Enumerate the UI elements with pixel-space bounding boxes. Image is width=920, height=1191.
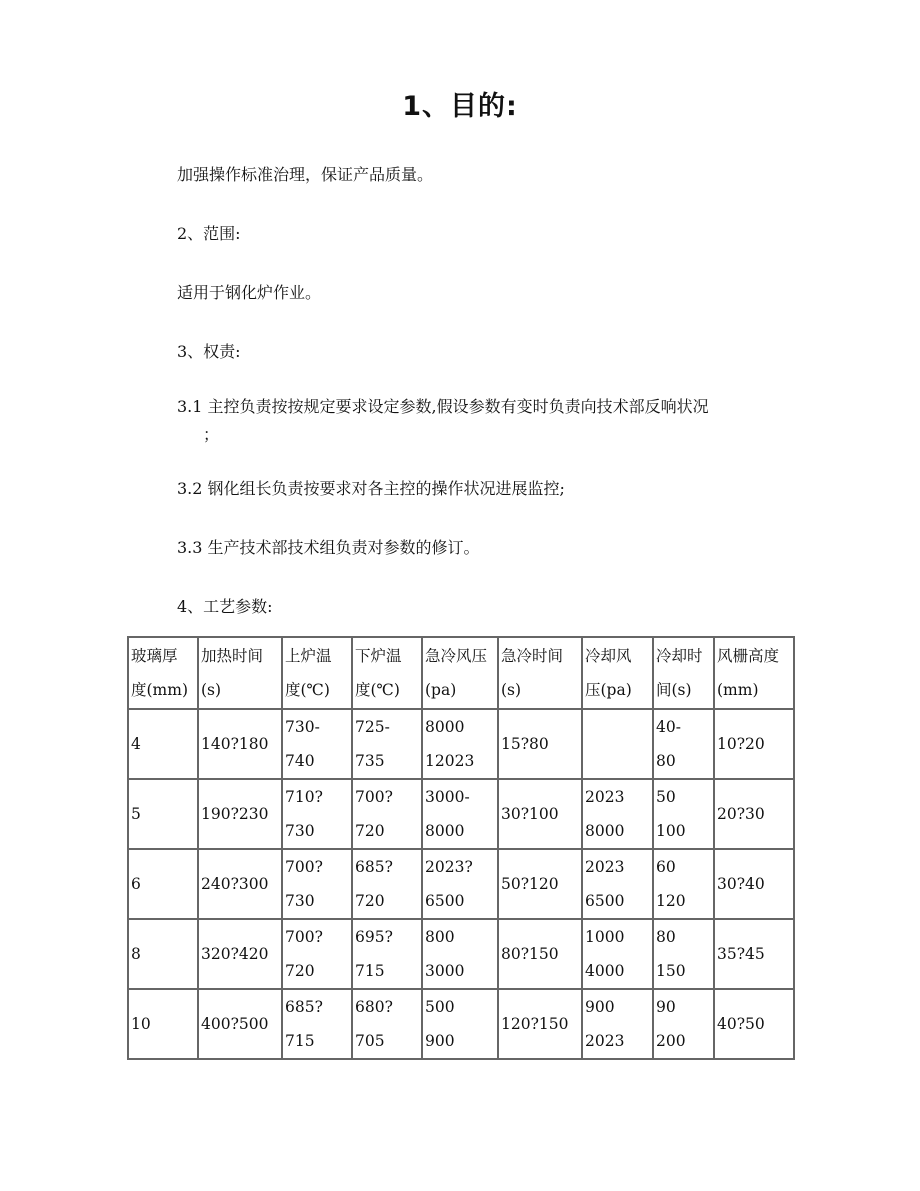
duty-item-2: 3.2 钢化组长负责按要求对各主控的操作状况进展监控; <box>177 479 565 498</box>
table-cell: 120?150 <box>498 989 582 1059</box>
table-cell: 3000- 8000 <box>422 779 498 849</box>
table-cell: 8000 12023 <box>422 709 498 779</box>
table-cell: 695? 715 <box>352 919 422 989</box>
table-cell: 5 <box>128 779 198 849</box>
params-heading: 4、工艺参数: <box>177 597 273 616</box>
table-cell <box>582 709 653 779</box>
table-cell: 685? 715 <box>282 989 352 1059</box>
table-cell: 80 150 <box>653 919 714 989</box>
table-cell: 80?150 <box>498 919 582 989</box>
duty-item-1-continuation: ； <box>203 425 220 444</box>
header-cell: 上炉温 度(℃) <box>282 637 352 709</box>
table-cell: 10 <box>128 989 198 1059</box>
scope-text: 适用于钢化炉作业。 <box>177 283 322 302</box>
table-row <box>128 849 794 919</box>
table-cell: 35?45 <box>714 919 794 989</box>
table-cell: 30?100 <box>498 779 582 849</box>
page-title: 1、目的: <box>402 91 518 122</box>
header-cell: 急冷风压 (pa) <box>422 637 498 709</box>
table-cell: 2023 8000 <box>582 779 653 849</box>
table-cell: 4 <box>128 709 198 779</box>
header-cell: 急冷时间 (s) <box>498 637 582 709</box>
table-cell: 710? 730 <box>282 779 352 849</box>
header-cell: 冷却风 压(pa) <box>582 637 653 709</box>
header-cell: 加热时间 (s) <box>198 637 282 709</box>
table-cell: 10?20 <box>714 709 794 779</box>
table-cell: 140?180 <box>198 709 282 779</box>
duty-item-3: 3.3 生产技术部技术组负责对参数的修订。 <box>177 538 480 557</box>
table-cell: 320?420 <box>198 919 282 989</box>
table-cell: 40- 80 <box>653 709 714 779</box>
duty-heading: 3、权责: <box>177 342 241 361</box>
table-header-row <box>128 637 794 709</box>
table-cell: 8 <box>128 919 198 989</box>
table-cell: 685? 720 <box>352 849 422 919</box>
duty-item-1: 3.1 主控负责按按规定要求设定参数,假设参数有变时负责向技术部反响状况 <box>177 397 709 416</box>
table-cell: 90 200 <box>653 989 714 1059</box>
table-cell: 240?300 <box>198 849 282 919</box>
table-cell: 730- 740 <box>282 709 352 779</box>
table-cell: 725- 735 <box>352 709 422 779</box>
table-cell: 2023 6500 <box>582 849 653 919</box>
process-parameters-table <box>127 636 795 1060</box>
table-cell: 900 2023 <box>582 989 653 1059</box>
table-cell: 700? 720 <box>352 779 422 849</box>
header-cell: 玻璃厚 度(mm) <box>128 637 198 709</box>
table-cell: 400?500 <box>198 989 282 1059</box>
header-cell: 冷却时 间(s) <box>653 637 714 709</box>
table-row <box>128 989 794 1059</box>
table-cell: 500 900 <box>422 989 498 1059</box>
table-cell: 2023? 6500 <box>422 849 498 919</box>
table-cell: 6 <box>128 849 198 919</box>
table-row <box>128 919 794 989</box>
table-row <box>128 709 794 779</box>
table-cell: 40?50 <box>714 989 794 1059</box>
purpose-text: 加强操作标准治理，保证产品质量。 <box>177 165 434 184</box>
scope-heading: 2、范围: <box>177 224 241 243</box>
table-cell: 15?80 <box>498 709 582 779</box>
table-cell: 680? 705 <box>352 989 422 1059</box>
table-cell: 700? 730 <box>282 849 352 919</box>
table-cell: 30?40 <box>714 849 794 919</box>
table-cell: 190?230 <box>198 779 282 849</box>
table-cell: 20?30 <box>714 779 794 849</box>
table-row <box>128 779 794 849</box>
header-cell: 风栅高度 (mm) <box>714 637 794 709</box>
table-cell: 60 120 <box>653 849 714 919</box>
header-cell: 下炉温 度(℃) <box>352 637 422 709</box>
table-cell: 50 100 <box>653 779 714 849</box>
table-cell: 800 3000 <box>422 919 498 989</box>
table-cell: 1000 4000 <box>582 919 653 989</box>
table-cell: 50?120 <box>498 849 582 919</box>
table-cell: 700? 720 <box>282 919 352 989</box>
